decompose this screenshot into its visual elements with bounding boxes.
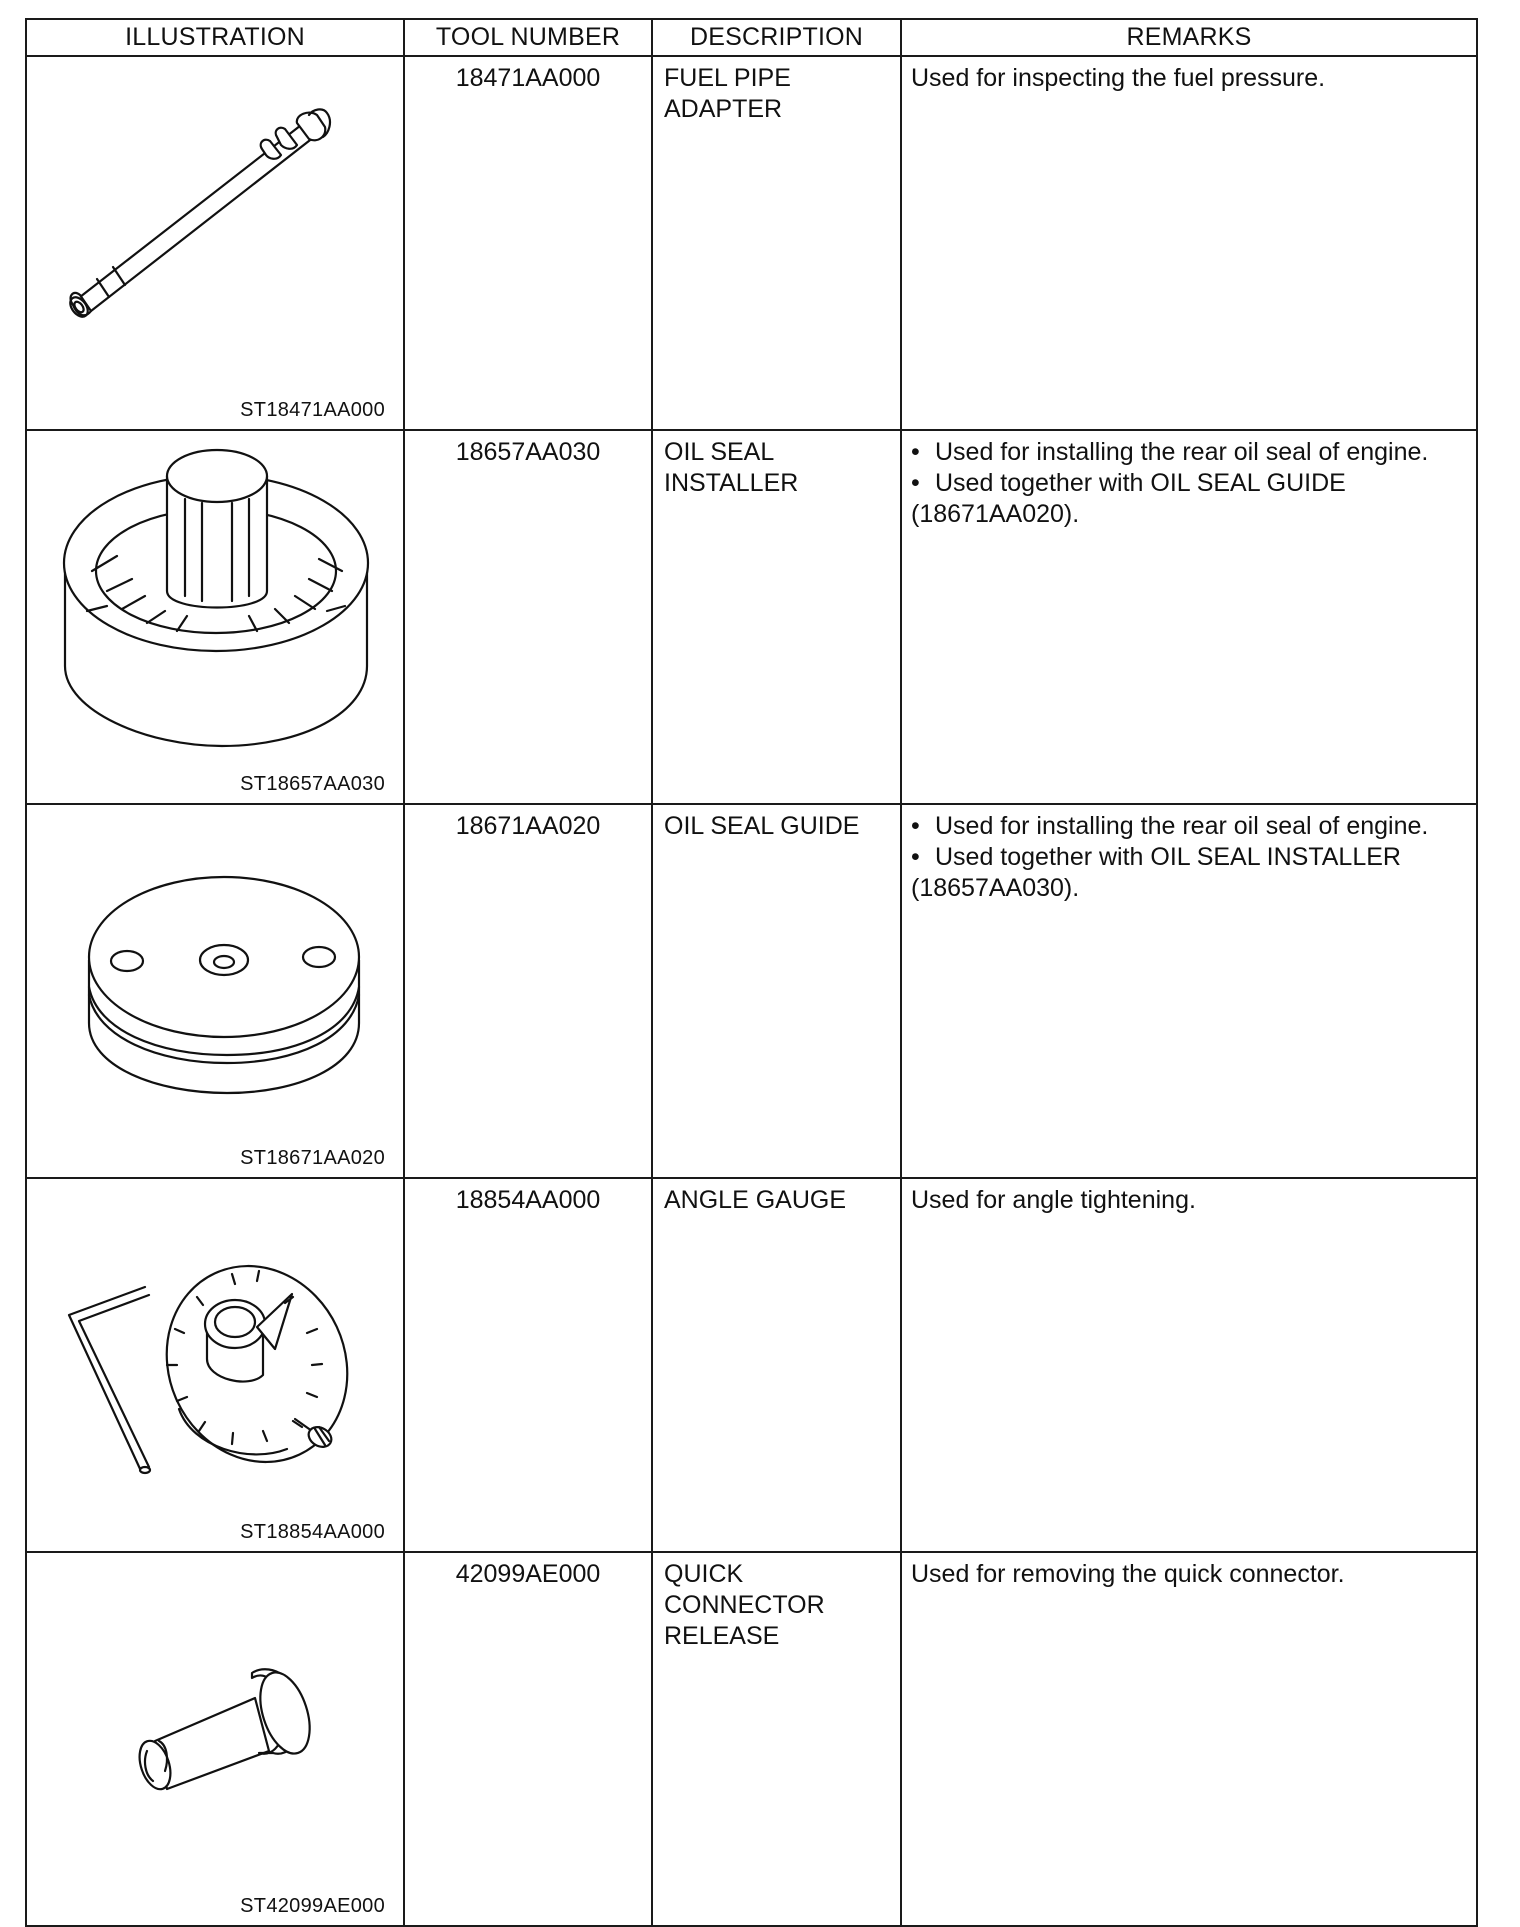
header-tool-number: TOOL NUMBER: [404, 19, 652, 56]
description-cell: OIL SEAL GUIDE: [652, 804, 901, 1178]
illustration-cell: [26, 1178, 404, 1552]
description-cell: FUEL PIPE ADAPTER: [652, 56, 901, 430]
remarks-cell: [901, 430, 1477, 804]
remark-item: • Used for installing the rear oil seal of engine.: [911, 438, 1429, 466]
illustration-code: ST18671AA020: [240, 1147, 385, 1169]
remark-item: • Used for installing the rear oil seal of engine.: [911, 812, 1429, 840]
tool-number-cell: 18471AA000: [404, 56, 652, 430]
tool-number-cell: 42099AE000: [404, 1552, 652, 1926]
table-row: [26, 804, 1477, 1178]
illustration-cell: [26, 1552, 404, 1926]
remarks-cell: [901, 804, 1477, 1178]
illustration-cell: [26, 56, 404, 430]
tool-number-cell: 18854AA000: [404, 1178, 652, 1552]
remark-text: Used together with OIL SEAL GUIDE (18671AA020).: [911, 469, 1346, 528]
remark-text: Used for removing the quick connector.: [911, 1560, 1345, 1588]
header-remarks: REMARKS: [901, 19, 1477, 56]
remark-text: Used for installing the rear oil seal of engine.: [935, 812, 1429, 840]
remark-item: • Used together with OIL SEAL INSTALLER (18657AA030).: [911, 843, 1401, 902]
description-cell: OIL SEAL INSTALLER: [652, 430, 901, 804]
oil-seal-installer-icon: [27, 431, 405, 797]
table-header-row: [26, 19, 1477, 56]
illustration-cell: [26, 804, 404, 1178]
tool-number-cell: 18657AA030: [404, 430, 652, 804]
special-tools-table: [25, 18, 1478, 1927]
quick-connector-release-icon: [27, 1553, 405, 1919]
tool-number-cell: 18671AA020: [404, 804, 652, 1178]
table-row: [26, 1178, 1477, 1552]
illustration-code: ST42099AE000: [240, 1895, 385, 1917]
description-cell: QUICK CONNECTOR RELEASE: [652, 1552, 901, 1926]
remarks-cell: [901, 1178, 1477, 1552]
table-row: [26, 430, 1477, 804]
illustration-cell: [26, 430, 404, 804]
illustration-code: ST18657AA030: [240, 773, 385, 795]
remark-text: Used for inspecting the fuel pressure.: [911, 64, 1326, 92]
remark-text: Used for installing the rear oil seal of engine.: [935, 438, 1429, 466]
remark-text: Used together with OIL SEAL INSTALLER (18657AA030).: [911, 843, 1401, 902]
angle-gauge-icon: [27, 1179, 405, 1545]
remark-item: • Used together with OIL SEAL GUIDE (18671AA020).: [911, 469, 1346, 528]
table-row: [26, 1552, 1477, 1926]
illustration-code: ST18471AA000: [240, 399, 385, 421]
table-row: [26, 56, 1477, 430]
illustration-code: ST18854AA000: [240, 1521, 385, 1543]
header-illustration: ILLUSTRATION: [26, 19, 404, 56]
remarks-cell: [901, 56, 1477, 430]
remarks-cell: [901, 1552, 1477, 1926]
oil-seal-guide-icon: [27, 805, 405, 1171]
header-description: DESCRIPTION: [652, 19, 901, 56]
remark-text: Used for angle tightening.: [911, 1186, 1196, 1214]
fuel-pipe-adapter-icon: [27, 57, 405, 423]
description-cell: ANGLE GAUGE: [652, 1178, 901, 1552]
